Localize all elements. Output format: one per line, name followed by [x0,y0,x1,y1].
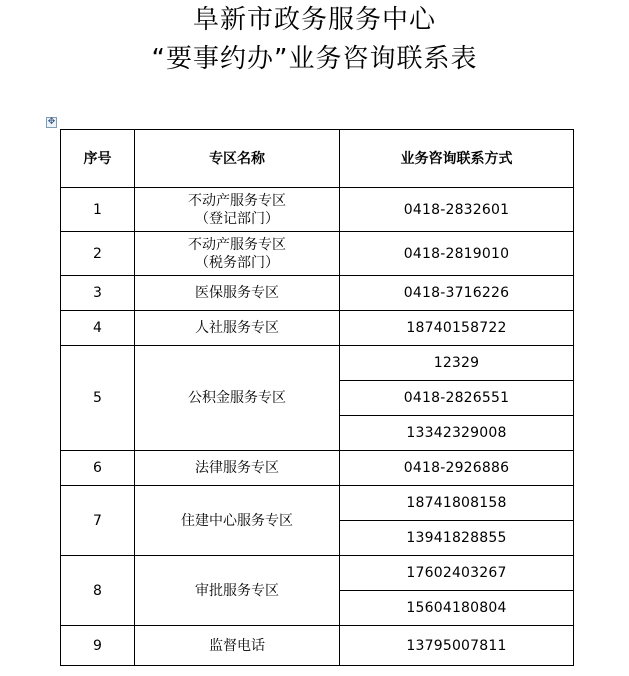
header-contact-method: 业务咨询联系方式 [340,130,574,188]
row-number: 1 [61,188,135,232]
zone-name: 住建中心服务专区 [135,486,340,556]
phone-number: 18740158722 [340,311,574,346]
table-row [61,486,574,521]
contact-table [60,129,574,666]
table-row [61,188,574,232]
row-number: 3 [61,276,135,311]
phone-number: 0418-3716226 [340,276,574,311]
table-row [61,311,574,346]
header-serial-number: 序号 [61,130,135,188]
zone-department: （税务部门） [195,254,279,271]
row-number: 8 [61,556,135,626]
table-row [61,276,574,311]
table-header-row [61,130,574,188]
row-number: 7 [61,486,135,556]
zone-name: 公积金服务专区 [135,346,340,451]
phone-number: 18741808158 [340,486,574,521]
table-row [61,451,574,486]
phone-number: 12329 [340,346,574,381]
table-row [61,232,574,276]
phone-number: 0418-2819010 [340,232,574,276]
zone-name: 人社服务专区 [135,311,340,346]
zone-name: 审批服务专区 [135,556,340,626]
phone-number: 0418-2826551 [340,381,574,416]
row-number: 6 [61,451,135,486]
zone-name: 医保服务专区 [135,276,340,311]
phone-number: 17602403267 [340,556,574,591]
row-number: 4 [61,311,135,346]
header-zone-name: 专区名称 [135,130,340,188]
zone-name-line: 不动产服务专区 [188,236,286,253]
zone-name [135,188,340,232]
zone-name-line: 不动产服务专区 [188,192,286,209]
table-row [61,556,574,591]
phone-number: 0418-2832601 [340,188,574,232]
phone-number: 13941828855 [340,521,574,556]
phone-number: 0418-2926886 [340,451,574,486]
zone-name: 监督电话 [135,626,340,666]
row-number: 9 [61,626,135,666]
table-move-handle-icon[interactable]: ✥ [47,117,56,127]
table-row [61,346,574,381]
zone-department: （登记部门） [195,210,279,227]
phone-number: 15604180804 [340,591,574,626]
phone-number: 13795007811 [340,626,574,666]
row-number: 2 [61,232,135,276]
phone-number: 13342329008 [340,416,574,451]
row-number: 5 [61,346,135,451]
document-subtitle: “要事约办”业务咨询联系表 [151,44,478,74]
table-row [61,626,574,666]
zone-name: 法律服务专区 [135,451,340,486]
document-title: 阜新市政务服务中心 [192,5,436,35]
zone-name [135,232,340,276]
